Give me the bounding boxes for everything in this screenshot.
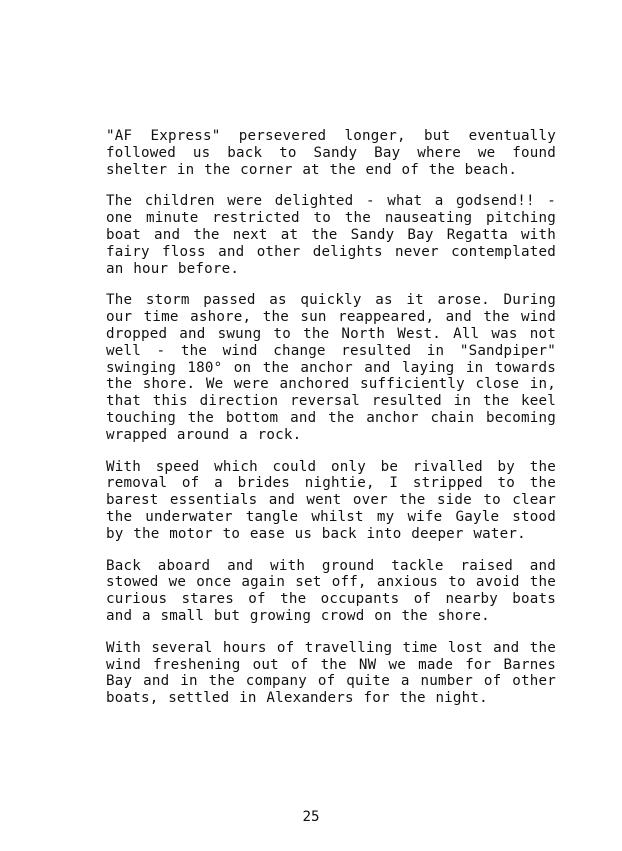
paragraph-4: With speed which could only be rivalled by the removal of a brides nightie, I stripped to the barest essentials and went over the side to clear the underwater tangle whilst my wife Gayle stood by the motor to ease us back into deeper water. [106, 458, 556, 542]
body-text [106, 128, 556, 722]
paragraph-6: With several hours of travelling time lost and the wind freshening out of the NW we made for Barnes Bay and in the company of quite a number of other boats, settled in Alexanders for the night. [106, 639, 556, 707]
paragraph-3: The storm passed as quickly as it arose. During our time ashore, the sun reappeared, and the wind dropped and swung to the North West. All was not well - the wind change resulted in "Sandpiper" swinging 180° on the anchor and laying in towards the shore. We were anchored sufficiently close in, that this direction reversal resulted in the keel touching the bottom and the anchor chain becoming wrapped around a rock. [106, 292, 556, 443]
paragraph-1: "AF Express" persevered longer, but eventually followed us back to Sandy Bay where we found shelter in the corner at the end of the beach. [106, 128, 556, 178]
paragraph-5: Back aboard and with ground tackle raised and stowed we once again set off, anxious to avoid the curious stares of the occupants of nearby boats and a small but growing crowd on the shore. [106, 557, 556, 624]
paragraph-2: The children were delighted - what a godsend!! - one minute restricted to the nauseating pitching boat and the next at the Sandy Bay Regatta with fairy floss and other delights never contemplated an hour before. [106, 193, 556, 277]
page-number: 25 [302, 809, 320, 825]
